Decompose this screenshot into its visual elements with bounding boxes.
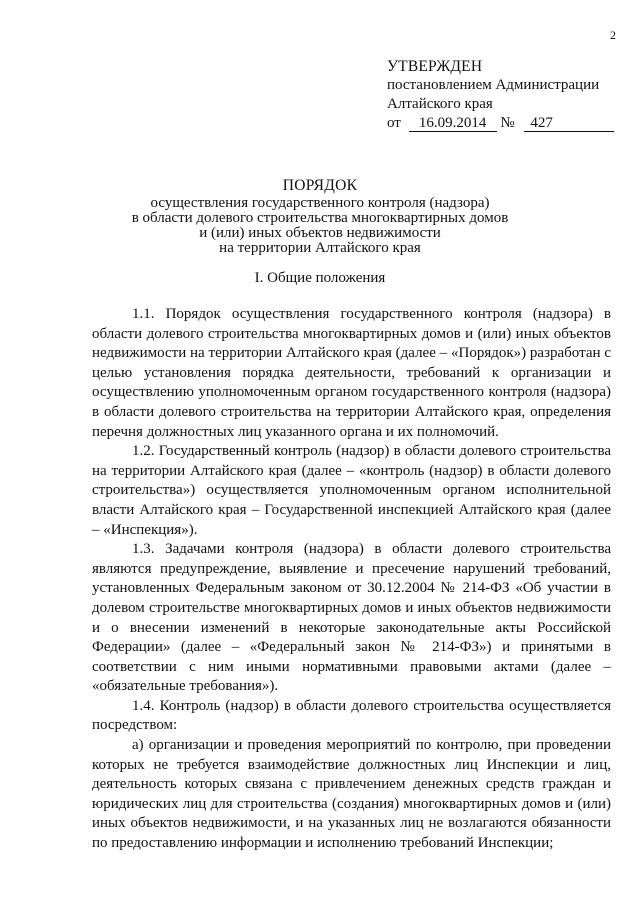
title-line-4: на территории Алтайского края xyxy=(219,240,421,256)
approval-stamp: УТВЕРЖДЕН xyxy=(387,58,483,75)
title-line-3: и (или) иных объектов недвижимости xyxy=(199,225,441,241)
paragraph-1-4-a: а) организации и проведения мероприятий по контролю, при проведении которых не требуется взаимодействие должностных лиц Инспекции и лиц, деятельность которых связана с привлечением денежных средств граждан и юридических лиц для строительства (создания) многоквартирных домов и (или) иных объектов недвижимости, и на указанных лиц не возлагаются обязанности по предоставлению информации и исполнению требований Инспекции; xyxy=(92,737,611,852)
approval-date: 16.09.2014 xyxy=(409,115,497,132)
document-title xyxy=(0,178,640,256)
approval-from-label: от xyxy=(387,115,401,131)
title-heading: ПОРЯДОК xyxy=(282,177,358,194)
approval-number-label: № xyxy=(500,115,515,131)
approval-line-1: постановлением Администрации xyxy=(387,77,600,93)
approval-block xyxy=(387,57,614,133)
paragraph-1-2: 1.2. Государственный контроль (надзор) в области долевого строительства на территории Алтайского края (далее – «контроль (надзор) в области долевого строительства») осуществляется уполномоченным органом исполнительной власти Алтайского края – Государственной инспекцией Алтайского края (далее – «Инспекция»). xyxy=(92,443,611,538)
approval-line-2: Алтайского края xyxy=(387,96,493,112)
approval-number: 427 xyxy=(524,115,614,132)
title-line-1: осуществления государственного контроля (надзора) xyxy=(150,195,490,211)
paragraph-1-4: 1.4. Контроль (надзор) в области долевого строительства осуществляется посредством: xyxy=(92,697,611,734)
paragraph-1-3: 1.3. Задачами контроля (надзора) в области долевого строительства являются предупреждение, выявление и пресечение нарушений требований, установленных Федеральным законом от 30.12.2004 № 214-ФЗ «Об участии в долевом строительстве многоквартирных домов и иных объектов недвижимости и о внесении изменений в некоторые законодательные акты Российской Федерации» (далее – «Федеральный закон № 214-ФЗ») и принятыми в соответствии с ним иными нормативными правовыми актами (далее – «обязательные требования»). xyxy=(92,541,611,695)
document-body xyxy=(92,305,611,854)
approval-date-row xyxy=(387,114,614,133)
title-line-2: в области долевого строительства многоквартирных домов xyxy=(131,210,509,226)
section-title: I. Общие положения xyxy=(254,270,386,286)
page-number: 2 xyxy=(610,28,616,42)
paragraph-1-1: 1.1. Порядок осуществления государственного контроля (надзора) в области долевого строительства многоквартирных домов и (или) иных объектов недвижимости на территории Алтайского края (далее – «Порядок») разработан с целью установления порядка деятельности, требований к организации и осуществлению уполномоченным органом государственного контроля (надзора) в области долевого строительства на территории Алтайского края, определения перечня должностных лиц указанного органа и их полномочий. xyxy=(92,306,611,440)
